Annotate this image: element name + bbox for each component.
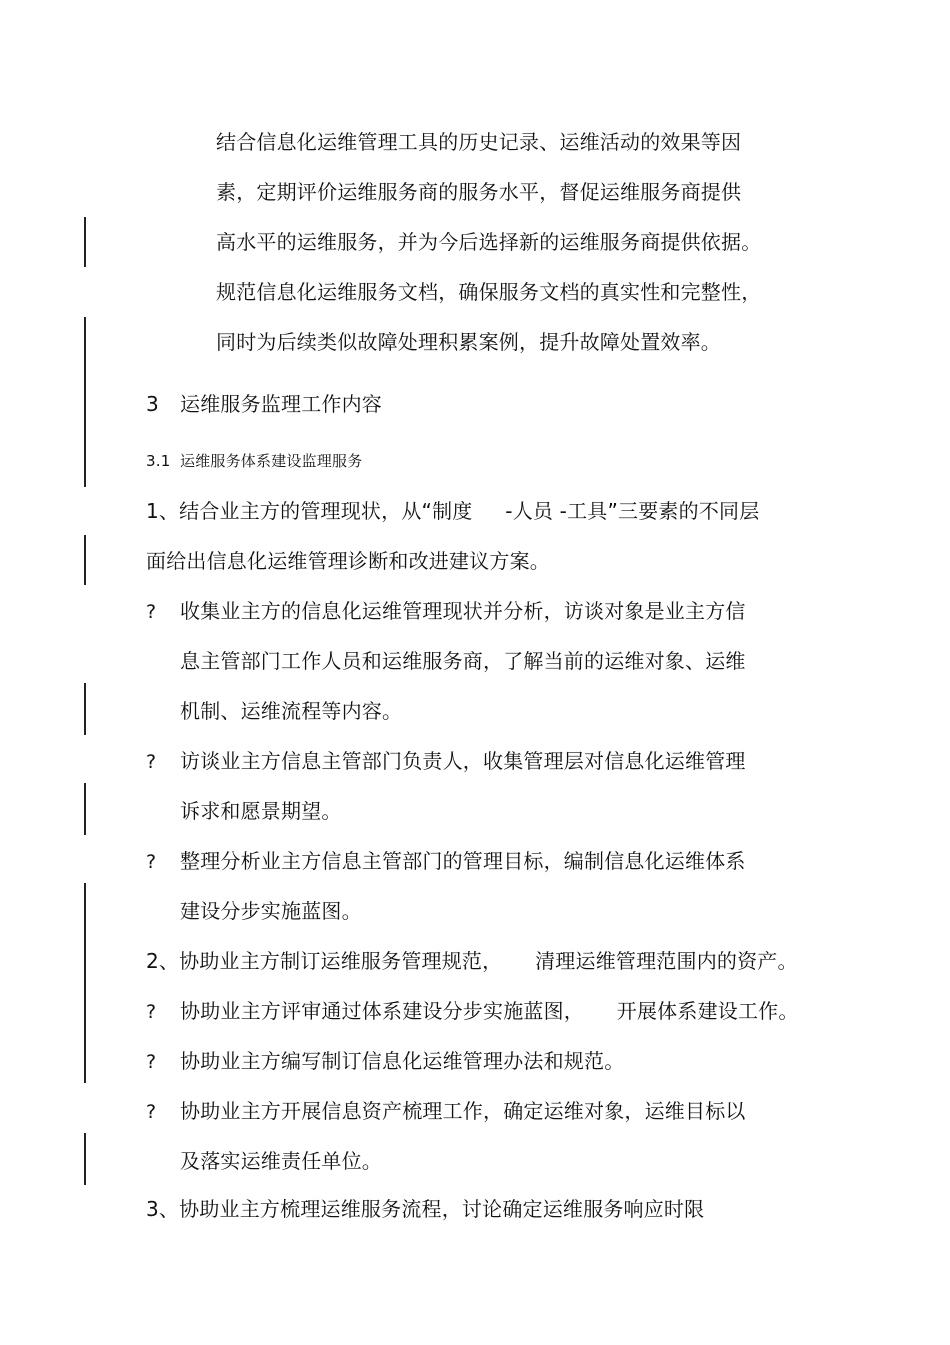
intro-line: 结合信息化运维管理工具的历史记录、运维活动的效果等因 [216, 130, 742, 154]
bullet-6-line: 协助业主方开展信息资产梳理工作，确定运维对象，运维目标以 [180, 1099, 746, 1123]
section-3-number: 3 [146, 392, 159, 416]
bullet-4-line: 协助业主方评审通过体系建设分步实施蓝图， 开展体系建设工作。 [180, 999, 799, 1023]
revision-bar [84, 217, 86, 267]
bullet-3-line: 整理分析业主方信息主管部门的管理目标，编制信息化运维体系 [180, 849, 746, 873]
bullet-1-line: 收集业主方的信息化运维管理现状并分析，访谈对象是业主方信 [180, 599, 746, 623]
section-31-number: 3.1 [146, 452, 171, 470]
revision-bar [84, 317, 86, 487]
bullet-marker: ? [146, 1101, 157, 1123]
bullet-marker: ? [146, 751, 157, 773]
bullet-1-line: 机制、运维流程等内容。 [180, 699, 403, 723]
revision-bar [84, 535, 86, 585]
intro-line: 素，定期评价运维服务商的服务水平，督促运维服务商提供 [216, 180, 742, 204]
revision-bar [84, 1133, 86, 1185]
bullet-marker: ? [146, 1051, 157, 1073]
bullet-marker: ? [146, 601, 157, 623]
item-3-line: 3、协助业主方梳理运维服务流程，讨论确定运维服务响应时限 [146, 1197, 705, 1221]
item-1-line: 面给出信息化运维管理诊断和改进建议方案。 [146, 549, 550, 573]
revision-bar [84, 783, 86, 835]
item-2-line: 2、协助业主方制订运维服务管理规范， 清理运维管理范围内的资产。 [146, 949, 798, 973]
bullet-3-line: 建设分步实施蓝图。 [180, 899, 362, 923]
intro-line: 同时为后续类似故障处理积累案例，提升故障处置效率。 [216, 330, 721, 354]
revision-bar [84, 883, 86, 1083]
revision-bar [84, 683, 86, 735]
intro-line: 高水平的运维服务，并为今后选择新的运维服务商提供依据。 [216, 230, 762, 254]
bullet-1-line: 息主管部门工作人员和运维服务商，了解当前的运维对象、运维 [180, 649, 746, 673]
item-1-line: 1、结合业主方的管理现状，从“制度 -人员 -工具”三要素的不同层 [146, 499, 760, 523]
bullet-5-line: 协助业主方编写制订信息化运维管理办法和规范。 [180, 1049, 625, 1073]
intro-line: 规范信息化运维服务文档，确保服务文档的真实性和完整性， [216, 280, 762, 304]
section-31-title: 运维服务体系建设监理服务 [180, 452, 363, 470]
bullet-2-line: 访谈业主方信息主管部门负责人，收集管理层对信息化运维管理 [180, 749, 746, 773]
bullet-2-line: 诉求和愿景期望。 [180, 799, 342, 823]
section-3-title: 运维服务监理工作内容 [180, 392, 382, 416]
bullet-marker: ? [146, 1001, 157, 1023]
bullet-marker: ? [146, 851, 157, 873]
bullet-6-line: 及落实运维责任单位。 [180, 1149, 382, 1173]
